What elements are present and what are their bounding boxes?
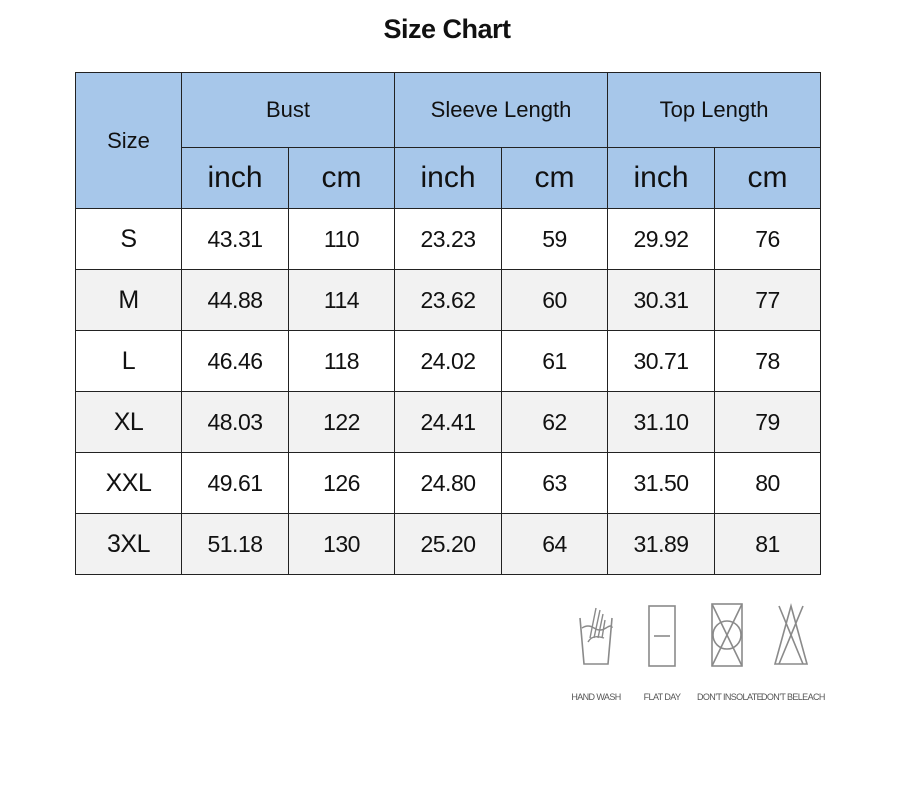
hand-wash-icon [574, 598, 618, 670]
header-sleeve-length: Sleeve Length [395, 73, 608, 148]
table-cell: 80 [715, 453, 821, 514]
care-item-hand-wash [566, 598, 626, 702]
table-cell: 110 [289, 209, 395, 270]
size-cell: 3XL [76, 514, 182, 575]
table-cell: 24.80 [395, 453, 502, 514]
table-cell: 23.62 [395, 270, 502, 331]
header-unit: cm [502, 148, 608, 209]
header-unit: cm [289, 148, 395, 209]
size-cell: XL [76, 392, 182, 453]
table-cell: 51.18 [182, 514, 289, 575]
table-row [76, 209, 821, 270]
care-item-dont-bleach [761, 598, 825, 702]
table-cell: 60 [502, 270, 608, 331]
table-cell: 44.88 [182, 270, 289, 331]
table-row [76, 270, 821, 331]
care-label: HAND WASH [571, 692, 621, 702]
header-top-length: Top Length [608, 73, 821, 148]
header-bust: Bust [182, 73, 395, 148]
table-cell: 24.41 [395, 392, 502, 453]
care-item-dont-insolate [697, 598, 762, 702]
table-cell: 31.10 [608, 392, 715, 453]
care-item-flat-dry [632, 598, 692, 702]
table-cell: 30.71 [608, 331, 715, 392]
header-size: Size [76, 73, 182, 209]
size-cell: L [76, 331, 182, 392]
table-cell: 79 [715, 392, 821, 453]
table-cell: 48.03 [182, 392, 289, 453]
table-cell: 81 [715, 514, 821, 575]
size-cell: S [76, 209, 182, 270]
table-cell: 62 [502, 392, 608, 453]
care-label: FLAT DAY [643, 692, 681, 702]
table-cell: 78 [715, 331, 821, 392]
header-unit: inch [182, 148, 289, 209]
table-cell: 61 [502, 331, 608, 392]
table-cell: 24.02 [395, 331, 502, 392]
table-cell: 76 [715, 209, 821, 270]
flat-dry-icon [640, 598, 684, 670]
dont-bleach-icon [769, 598, 813, 670]
table-cell: 46.46 [182, 331, 289, 392]
table-cell: 29.92 [608, 209, 715, 270]
size-chart-table [75, 72, 821, 575]
table-cell: 118 [289, 331, 395, 392]
table-cell: 77 [715, 270, 821, 331]
table-cell: 30.31 [608, 270, 715, 331]
size-cell: XXL [76, 453, 182, 514]
table-cell: 130 [289, 514, 395, 575]
table-cell: 126 [289, 453, 395, 514]
table-row [76, 453, 821, 514]
header-unit: inch [608, 148, 715, 209]
dont-insolate-icon [705, 598, 749, 670]
table-cell: 59 [502, 209, 608, 270]
table-row [76, 392, 821, 453]
table-row [76, 514, 821, 575]
page-title: Size Chart [383, 14, 511, 44]
care-label: DON'T INSOLATE [697, 692, 762, 702]
size-cell: M [76, 270, 182, 331]
table-cell: 31.89 [608, 514, 715, 575]
header-unit: cm [715, 148, 821, 209]
table-row [76, 331, 821, 392]
table-cell: 114 [289, 270, 395, 331]
table-cell: 122 [289, 392, 395, 453]
table-cell: 43.31 [182, 209, 289, 270]
header-unit: inch [395, 148, 502, 209]
table-cell: 23.23 [395, 209, 502, 270]
table-cell: 25.20 [395, 514, 502, 575]
table-cell: 31.50 [608, 453, 715, 514]
table-cell: 49.61 [182, 453, 289, 514]
table-cell: 63 [502, 453, 608, 514]
table-cell: 64 [502, 514, 608, 575]
care-label: DON'T BELEACH [761, 692, 825, 702]
